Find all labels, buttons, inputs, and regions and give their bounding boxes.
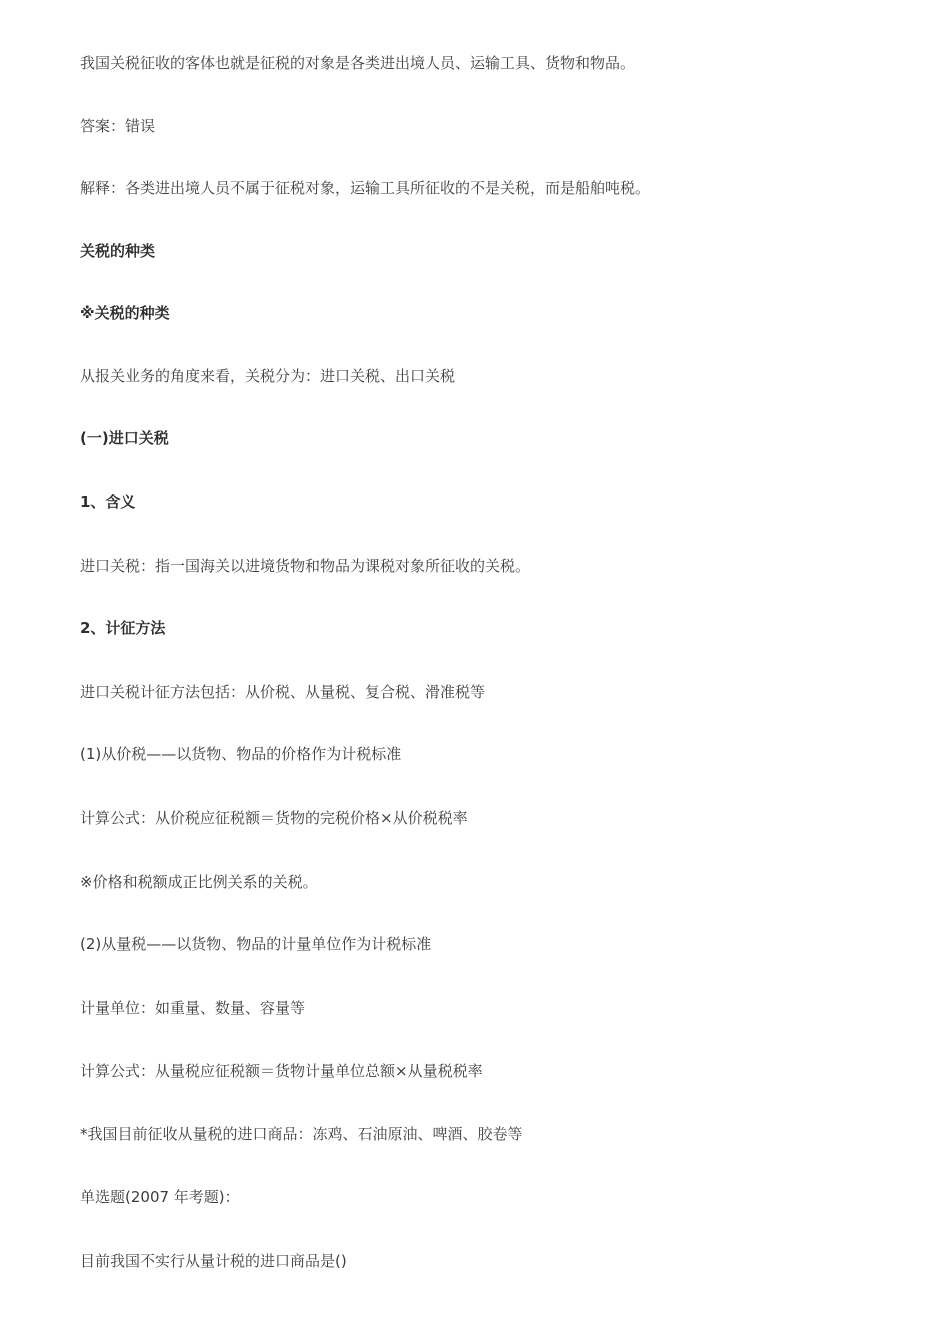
paragraph-explanation: 解释：各类进出境人员不属于征税对象，运输工具所征收的不是关税，而是船舶吨税。 — [80, 179, 651, 197]
paragraph-question-statement: 我国关税征收的客体也就是征税的对象是各类进出境人员、运输工具、货物和物品。 — [80, 54, 636, 72]
paragraph-exam-question: 目前我国不实行从量计税的进口商品是() — [80, 1252, 347, 1270]
paragraph-measurement-units: 计量单位：如重量、数量、容量等 — [80, 999, 306, 1017]
paragraph-import-tariff-definition: 进口关税：指一国海关以进境货物和物品为课税对象所征收的关税。 — [80, 557, 531, 575]
paragraph-tariff-classification: 从报关业务的角度来看，关税分为：进口关税、出口关税 — [80, 367, 456, 385]
paragraph-exam-question-label: 单选题(2007 年考题)： — [80, 1188, 240, 1206]
paragraph-specific-duty-formula: 计算公式：从量税应征税额＝货物计量单位总额×从量税税率 — [80, 1062, 483, 1080]
paragraph-answer: 答案：错误 — [80, 117, 156, 135]
heading-tariff-types-note: ※关税的种类 — [80, 304, 170, 322]
paragraph-ad-valorem-note: ※价格和税额成正比例关系的关税。 — [80, 873, 318, 891]
paragraph-ad-valorem-formula: 计算公式：从价税应征税额＝货物的完税价格×从价税税率 — [80, 809, 468, 827]
paragraph-specific-duty-goods: *我国目前征收从量税的进口商品：冻鸡、石油原油、啤酒、胶卷等 — [80, 1125, 523, 1143]
heading-definition: 1、含义 — [80, 493, 136, 511]
paragraph-ad-valorem: (1)从价税——以货物、物品的价格作为计税标准 — [80, 745, 402, 763]
heading-tariff-types: 关税的种类 — [80, 242, 156, 260]
heading-import-tariff: (一)进口关税 — [80, 429, 169, 447]
heading-levy-methods: 2、计征方法 — [80, 619, 166, 637]
paragraph-levy-methods: 进口关税计征方法包括：从价税、从量税、复合税、滑准税等 — [80, 683, 486, 701]
paragraph-specific-duty: (2)从量税——以货物、物品的计量单位作为计税标准 — [80, 935, 432, 953]
